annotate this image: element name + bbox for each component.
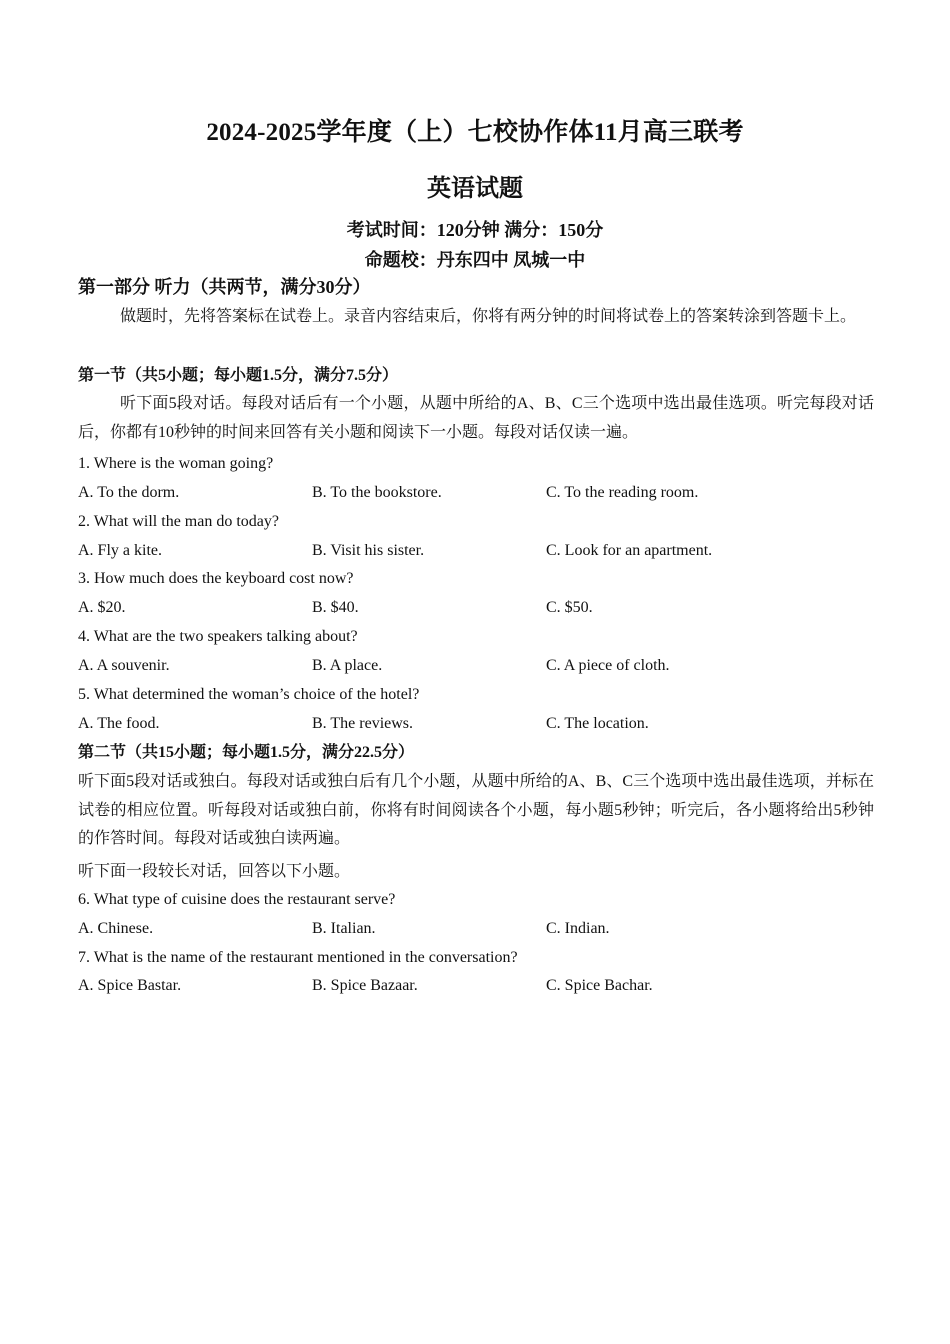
part1-intro: 做题时，先将答案标在试卷上。录音内容结束后，你将有两分钟的时间将试卷上的答案转涂到答题卡上。 [120,308,857,325]
q4-option-b: B. A place. [312,657,383,674]
q7-option-c: C. Spice Bachar. [546,977,653,994]
section1-heading: 第一节（共5小题；每小题1.5分，满分7.5分） [78,367,399,384]
q6-option-c: C. Indian. [546,920,610,937]
question-4: 4. What are the two speakers talking about? [78,628,358,645]
question-5: 5. What determined the woman’s choice of the hotel? [78,686,420,703]
q2-option-b: B. Visit his sister. [312,542,425,559]
q5-option-b: B. The reviews. [312,715,414,732]
q1-option-b: B. To the bookstore. [312,484,442,501]
part1-heading: 第一部分 听力（共两节，满分30分） [78,277,371,297]
section2-instructions: 听下面5段对话或独白。每段对话或独白后有几个小题，从题中所给的A、B、C三个选项中选出最佳选项，并标在试卷的相应位置。听每段对话或独白前，你将有时间阅读各个小题，每小题5秒钟；听完后，各小题将给出5秒钟的作答时间。每段对话或独白读两遍。 [78,773,874,847]
q7-option-b: B. Spice Bazaar. [312,977,418,994]
question-2: 2. What will the man do today? [78,513,279,530]
q5-option-c: C. The location. [546,715,649,732]
question-3: 3. How much does the keyboard cost now? [78,570,354,587]
q4-option-c: C. A piece of cloth. [546,657,670,674]
section1-instructions: 听下面5段对话。每段对话后有一个小题，从题中所给的A、B、C三个选项中选出最佳选项。听完每段对话后，你都有10秒钟的时间来回答有关小题和阅读下一小题。每段对话仅读一遍。 [78,395,874,441]
schools: 命题校：丹东四中 凤城一中 [364,250,586,270]
q6-option-a: A. Chinese. [78,920,154,937]
question-7: 7. What is the name of the restaurant mentioned in the conversation? [78,949,518,966]
q3-option-b: B. $40. [312,599,359,616]
q1-option-c: C. To the reading room. [546,484,699,501]
section2-heading: 第二节（共15小题；每小题1.5分，满分22.5分） [78,744,415,761]
q7-option-a: A. Spice Bastar. [78,977,182,994]
section2-lead-in: 听下面一段较长对话，回答以下小题。 [78,863,351,880]
question-6: 6. What type of cuisine does the restaurant serve? [78,891,396,908]
exam-title: 2024-2025学年度（上）七校协作体11月高三联考 [206,119,744,146]
q1-option-a: A. To the dorm. [78,484,180,501]
q5-option-a: A. The food. [78,715,160,732]
q3-option-c: C. $50. [546,599,593,616]
q2-option-a: A. Fly a kite. [78,542,162,559]
q6-option-b: B. Italian. [312,920,376,937]
q2-option-c: C. Look for an apartment. [546,542,713,559]
q4-option-a: A. A souvenir. [78,657,170,674]
subject-title: 英语试题 [427,176,523,202]
exam-info: 考试时间：120分钟 满分：150分 [346,220,604,240]
question-1: 1. Where is the woman going? [78,455,274,472]
q3-option-a: A. $20. [78,599,126,616]
